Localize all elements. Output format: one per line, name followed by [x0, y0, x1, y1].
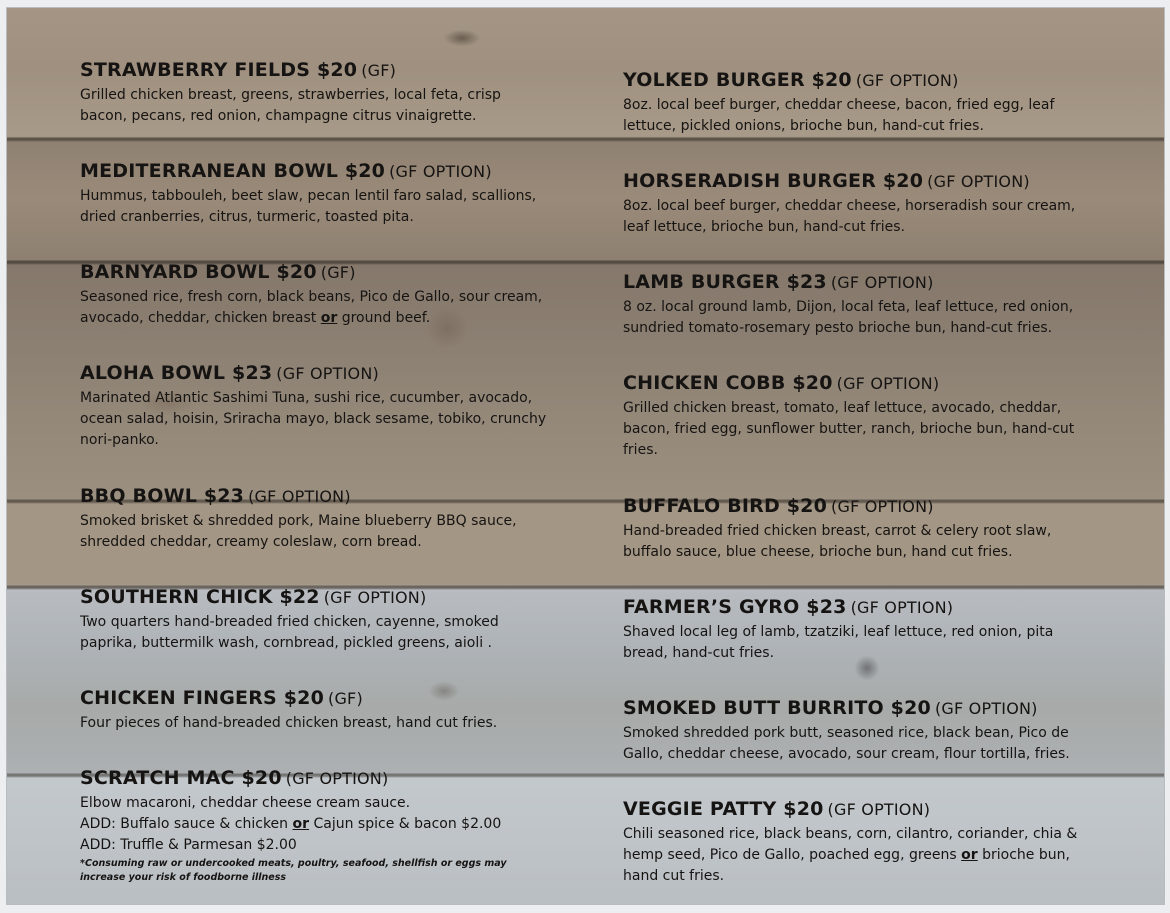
item-description — [80, 287, 550, 329]
item-name: CHICKEN FINGERS $20 — [80, 687, 324, 709]
item-tag: (GF OPTION) — [248, 487, 351, 506]
item-name: CHICKEN COBB $20 — [623, 372, 833, 394]
item-description: 8oz. local beef burger, cheddar cheese, horseradish sour cream, leaf lettuce, brioche bun, hand-cut fries. — [623, 198, 1076, 235]
menu-item-chicken-cobb — [623, 371, 1093, 461]
item-title — [623, 595, 1093, 620]
item-description: Hummus, tabbouleh, beet slaw, pecan lentil faro salad, scallions, dried cranberries, citrus, turmeric, toasted pita. — [80, 188, 537, 225]
item-tag: (GF OPTION) — [827, 800, 931, 819]
item-name: HORSERADISH BURGER $20 — [623, 170, 924, 192]
item-title — [80, 686, 550, 711]
menu-item-southern-chick — [80, 585, 550, 654]
menu-item-aloha-bowl — [80, 361, 550, 451]
add-on-line — [80, 814, 550, 835]
item-name: LAMB BURGER $23 — [623, 271, 827, 293]
item-description — [623, 824, 1093, 887]
item-title — [623, 371, 1093, 396]
item-description: Elbow macaroni, cheddar cheese cream sauce. — [80, 795, 411, 811]
item-tag: (GF OPTION) — [830, 273, 934, 292]
item-tag: (GF) — [361, 61, 397, 80]
menu-item-veggie-patty — [623, 797, 1093, 887]
menu-item-yolked-burger — [623, 68, 1093, 137]
menu-item-lamb-burger — [623, 270, 1093, 339]
item-description: Grilled chicken breast, greens, strawberries, local feta, crisp bacon, pecans, red onion, champagne citrus vinaigrette. — [80, 87, 501, 124]
item-description: Smoked brisket & shredded pork, Maine blueberry BBQ sauce, shredded cheddar, creamy coleslaw, corn bread. — [80, 513, 517, 550]
item-name: BARNYARD BOWL $20 — [80, 261, 317, 283]
item-title — [80, 766, 550, 791]
item-title — [623, 270, 1093, 295]
item-title — [623, 169, 1093, 194]
desc-part: Chili seasoned rice, black beans, corn, cilantro, coriander, chia & hemp seed, Pico de Gallo, poached egg, greens — [623, 826, 1078, 863]
item-tag: (GF) — [320, 263, 356, 282]
add-part: Cajun spice & bacon $2.00 — [309, 816, 502, 832]
add-on-line: ADD: Truffle & Parmesan $2.00 — [80, 837, 297, 853]
item-description: Smoked shredded pork butt, seasoned rice, black bean, Pico de Gallo, cheddar cheese, avocado, sour cream, flour tortilla, fries. — [623, 725, 1070, 762]
desc-part: brioche bun, hand cut fries. — [623, 847, 1070, 884]
menu-item-barnyard-bowl — [80, 260, 550, 329]
item-title — [80, 260, 550, 285]
item-title — [623, 68, 1093, 93]
food-safety-note: *Consuming raw or undercooked meats, poultry, seafood, shellfish or eggs may increase your risk of foodborne illness — [80, 858, 507, 883]
item-name: YOLKED BURGER $20 — [623, 69, 852, 91]
menu-board — [6, 7, 1165, 905]
menu-item-horseradish-burger — [623, 169, 1093, 238]
item-title — [80, 484, 550, 509]
item-name: SMOKED BUTT BURRITO $20 — [623, 697, 931, 719]
menu-item-mediterranean-bowl — [80, 159, 550, 228]
item-title — [80, 58, 550, 83]
item-tag: (GF OPTION) — [831, 497, 934, 516]
item-tag: (GF) — [328, 689, 363, 708]
item-name: SCRATCH MAC $20 — [80, 767, 282, 789]
menu-item-strawberry-fields — [80, 58, 550, 127]
item-name: ALOHA BOWL $23 — [80, 362, 273, 384]
item-description: Two quarters hand-breaded fried chicken, cayenne, smoked paprika, buttermilk wash, cornbread, pickled greens, aioli . — [80, 614, 499, 651]
item-description: 8oz. local beef burger, cheddar cheese, bacon, fried egg, leaf lettuce, pickled onions, brioche bun, hand-cut fries. — [623, 97, 1055, 134]
menu-item-bbq-bowl — [80, 484, 550, 553]
add-part: ADD: Buffalo sauce & chicken — [80, 816, 293, 832]
menu-item-chicken-fingers — [80, 686, 550, 734]
item-title — [80, 159, 550, 184]
item-name: SOUTHERN CHICK $22 — [80, 586, 320, 608]
item-tag: (GF OPTION) — [850, 598, 954, 617]
item-tag: (GF OPTION) — [836, 374, 940, 393]
or-word: or — [961, 847, 978, 863]
item-name: FARMER’S GYRO $23 — [623, 596, 847, 618]
item-tag: (GF OPTION) — [389, 162, 492, 181]
item-tag: (GF OPTION) — [285, 769, 389, 788]
item-title — [623, 494, 1093, 519]
item-description: 8 oz. local ground lamb, Dijon, local feta, leaf lettuce, red onion, sundried tomato-rosemary pesto brioche bun, hand-cut fries. — [623, 299, 1074, 336]
item-tag: (GF OPTION) — [323, 588, 427, 607]
item-title — [623, 797, 1093, 822]
item-name: STRAWBERRY FIELDS $20 — [80, 59, 358, 81]
item-title — [80, 361, 550, 386]
item-tag: (GF OPTION) — [927, 172, 1030, 191]
item-description: Marinated Atlantic Sashimi Tuna, sushi rice, cucumber, avocado, ocean salad, hoisin, Sriracha mayo, black sesame, tobiko, crunchy nori-panko. — [80, 390, 547, 448]
item-tag: (GF OPTION) — [934, 699, 1038, 718]
item-title — [80, 585, 550, 610]
item-tag: (GF OPTION) — [855, 71, 959, 90]
item-title — [623, 696, 1093, 721]
item-description: Shaved local leg of lamb, tzatziki, leaf lettuce, red onion, pita bread, hand-cut fries. — [623, 624, 1054, 661]
item-name: BUFFALO BIRD $20 — [623, 495, 828, 517]
item-name: VEGGIE PATTY $20 — [623, 798, 824, 820]
or-word: or — [292, 816, 310, 832]
desc-part: Seasoned rice, fresh corn, black beans, Pico de Gallo, sour cream, avocado, cheddar, chicken breast — [80, 289, 543, 326]
item-tag: (GF OPTION) — [276, 364, 379, 383]
item-description: Hand-breaded fried chicken breast, carrot & celery root slaw, buffalo sauce, blue cheese, brioche bun, hand cut fries. — [623, 523, 1052, 560]
desc-part: ground beef. — [337, 310, 431, 326]
menu-item-scratch-mac — [80, 766, 550, 885]
item-name: BBQ BOWL $23 — [80, 485, 245, 507]
item-name: MEDITERRANEAN BOWL $20 — [80, 160, 386, 182]
menu-item-farmers-gyro — [623, 595, 1093, 664]
item-description: Grilled chicken breast, tomato, leaf lettuce, avocado, cheddar, bacon, fried egg, sunflower butter, ranch, brioche bun, hand-cut fries. — [623, 400, 1075, 458]
or-word: or — [320, 310, 338, 326]
menu-item-smoked-butt-burrito — [623, 696, 1093, 765]
item-description: Four pieces of hand-breaded chicken breast, hand cut fries. — [80, 715, 498, 731]
menu-item-buffalo-bird — [623, 494, 1093, 563]
